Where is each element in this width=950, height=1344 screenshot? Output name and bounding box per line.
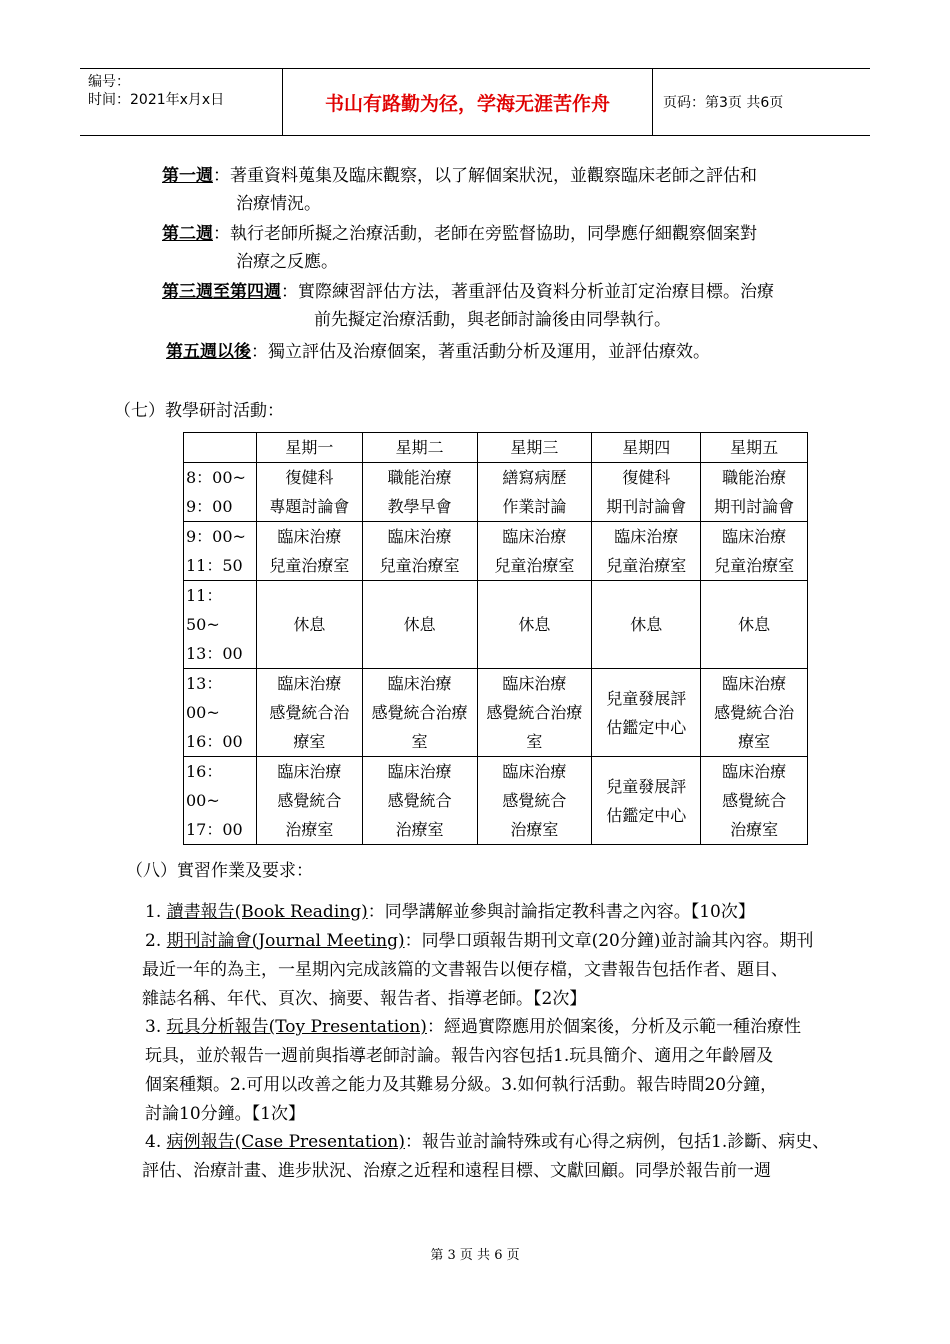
assignment-4 bbox=[142, 1128, 872, 1186]
schedule-cell-line: 兒童治療室 bbox=[606, 556, 687, 575]
time-label: 时间：2021年x月x日 bbox=[88, 92, 225, 108]
assignment-2-num: 2. bbox=[145, 931, 162, 951]
time-line: 9：00~ bbox=[186, 527, 246, 546]
assignment-1-num: 1. bbox=[145, 902, 162, 922]
time-line: 11：50 bbox=[186, 556, 243, 575]
schedule-cell bbox=[592, 757, 701, 845]
schedule-cell-line: 休息 bbox=[518, 615, 551, 634]
header-cell-wed: 星期三 bbox=[477, 433, 592, 463]
schedule-cell-line: 臨床治療 bbox=[502, 527, 567, 546]
schedule-cell-line: 臨床治療 bbox=[277, 762, 342, 781]
schedule-cell-line: 繕寫病歷 bbox=[502, 468, 567, 487]
schedule-cell-line: 臨床治療 bbox=[722, 527, 787, 546]
schedule-cell-line: 臨床治療 bbox=[387, 762, 452, 781]
time-cell bbox=[184, 581, 257, 669]
schedule-cell-line: 療室 bbox=[738, 732, 771, 751]
header-cell-tue: 星期二 bbox=[362, 433, 477, 463]
schedule-cell-line: 估鑑定中心 bbox=[606, 717, 687, 737]
schedule-cell-line: 治療室 bbox=[285, 820, 334, 839]
header-motto: 书山有路勤为径，学海无涯苦作舟 bbox=[283, 69, 653, 135]
schedule-cell bbox=[256, 522, 362, 581]
schedule-cell bbox=[477, 463, 592, 522]
schedule-cell bbox=[701, 669, 808, 757]
assignment-2-title: 期刊討論會(Journal Meeting) bbox=[166, 931, 405, 951]
assignment-4-num: 4. bbox=[145, 1132, 162, 1152]
week-2 bbox=[162, 220, 757, 248]
week-2-key: 第二週 bbox=[162, 224, 213, 244]
schedule-cell-line: 兒童發展評 bbox=[606, 688, 687, 708]
assignment-3-text1: ：經過實際應用於個案後，分析及示範一種治療性 bbox=[426, 1017, 801, 1037]
assignment-4-text2: 評估、治療計畫、進步狀況、治療之近程和遠程目標、文獻回顧。同學於報告前一週 bbox=[142, 1161, 771, 1181]
time-line: 13：00~ bbox=[186, 674, 223, 722]
schedule-cell bbox=[592, 463, 701, 522]
schedule-cell bbox=[362, 757, 477, 845]
section-7-title: （七）教學研討活動： bbox=[114, 401, 284, 421]
schedule-cell-line: 休息 bbox=[403, 615, 436, 634]
schedule-cell-line: 期刊討論會 bbox=[606, 497, 687, 516]
schedule-cell bbox=[256, 463, 362, 522]
schedule-cell-line: 感覺統合治療 bbox=[371, 703, 468, 722]
assignment-3-text2: 玩具，並於報告一週前與指導老師討論。報告內容包括1.玩具簡介、適用之年齡層及 bbox=[145, 1046, 774, 1066]
assignment-3-text3: 個案種類。2.可用以改善之能力及其難易分級。3.如何執行活動。報告時間20分鐘， bbox=[145, 1075, 778, 1095]
schedule-cell-line: 休息 bbox=[293, 615, 326, 634]
schedule-cell bbox=[256, 757, 362, 845]
week-5-line1: 獨立評估及治療個案，著重活動分析及運用，並評估療效。 bbox=[268, 342, 710, 362]
header-cell-fri: 星期五 bbox=[701, 433, 808, 463]
time-line: 9：00 bbox=[186, 497, 233, 516]
schedule-cell-line: 職能治療 bbox=[387, 468, 452, 487]
header-cell-thu: 星期四 bbox=[592, 433, 701, 463]
time-line: 16：00 bbox=[186, 732, 243, 751]
schedule-row bbox=[184, 581, 808, 669]
schedule-cell-line: 兒童治療室 bbox=[269, 556, 350, 575]
assignment-3 bbox=[145, 1013, 875, 1129]
week-1-line2: 治療情況。 bbox=[236, 194, 321, 214]
page-footer: 第 3 页 共 6 页 bbox=[430, 1248, 520, 1263]
schedule-cell bbox=[701, 522, 808, 581]
time-cell bbox=[184, 757, 257, 845]
assignment-1-title: 讀書報告(Book Reading) bbox=[166, 902, 368, 922]
assignment-1 bbox=[145, 898, 875, 927]
schedule-cell-line: 感覺統合 bbox=[387, 791, 452, 810]
schedule-cell-line: 專題討論會 bbox=[269, 497, 350, 516]
schedule-cell-line: 治療室 bbox=[730, 820, 779, 839]
schedule-cell bbox=[362, 522, 477, 581]
schedule-cell bbox=[477, 669, 592, 757]
week-1-line1: 著重資料蒐集及臨床觀察，以了解個案狀況，並觀察臨床老師之評估和 bbox=[230, 166, 757, 186]
week-2-line2: 治療之反應。 bbox=[236, 252, 338, 272]
schedule-cell-line: 復健科 bbox=[285, 468, 334, 487]
week-3-4-line1: 實際練習評估方法，著重評估及資料分析並訂定治療目標。治療 bbox=[298, 282, 774, 302]
week-3-4 bbox=[162, 278, 774, 306]
assignment-2-text2: 最近一年的為主，一星期內完成該篇的文書報告以便存檔，文書報告包括作者、題目、 bbox=[142, 960, 788, 980]
schedule-cell-line: 室 bbox=[411, 732, 428, 751]
assignment-4-title: 病例報告(Case Presentation) bbox=[166, 1132, 406, 1152]
time-line: 11：50~ bbox=[186, 586, 223, 634]
schedule-cell-line: 教學早會 bbox=[387, 497, 452, 516]
schedule-cell-line: 臨床治療 bbox=[387, 674, 452, 693]
time-line: 8：00~ bbox=[186, 468, 246, 487]
schedule-cell-line: 療室 bbox=[293, 732, 326, 751]
schedule-cell-line: 休息 bbox=[738, 615, 771, 634]
schedule-row bbox=[184, 522, 808, 581]
schedule-cell-line: 兒童發展評 bbox=[606, 776, 687, 796]
schedule-cell-line: 臨床治療 bbox=[277, 674, 342, 693]
assignment-2-text1: ：同學口頭報告期刊文章(20分鐘)並討論其內容。期刊 bbox=[404, 931, 814, 951]
week-2-sep: ： bbox=[213, 224, 230, 244]
week-3-4-line2: 前先擬定治療活動，與老師討論後由同學執行。 bbox=[314, 310, 671, 330]
assignment-4-text1: ：報告並討論特殊或有心得之病例，包括1.診斷、病史、 bbox=[405, 1132, 830, 1152]
schedule-cell-line: 治療室 bbox=[395, 820, 444, 839]
assignment-2-text3: 雜誌名稱、年代、頁次、摘要、報告者、指導老師。【2次】 bbox=[142, 989, 587, 1009]
time-cell bbox=[184, 463, 257, 522]
schedule-cell-line: 兒童治療室 bbox=[494, 556, 575, 575]
schedule-table bbox=[183, 432, 808, 845]
assignment-3-title: 玩具分析報告(Toy Presentation) bbox=[166, 1017, 427, 1037]
schedule-cell-line: 感覺統合 bbox=[277, 791, 342, 810]
schedule-cell-line: 感覺統合 bbox=[502, 791, 567, 810]
time-line: 13：00 bbox=[186, 644, 243, 663]
header-page-info: 页码：第3页 共6页 bbox=[663, 95, 784, 111]
schedule-row bbox=[184, 463, 808, 522]
schedule-cell-line: 復健科 bbox=[622, 468, 671, 487]
schedule-row bbox=[184, 757, 808, 845]
week-1-key: 第一週 bbox=[162, 166, 213, 186]
schedule-cell-line: 兒童治療室 bbox=[379, 556, 460, 575]
schedule-cell-line: 兒童治療室 bbox=[714, 556, 795, 575]
schedule-cell-line: 感覺統合治療 bbox=[486, 703, 583, 722]
assignment-1-text: ：同學講解並參與討論指定教科書之內容。【10次】 bbox=[367, 902, 755, 922]
schedule-cell-line: 臨床治療 bbox=[277, 527, 342, 546]
schedule-cell bbox=[477, 581, 592, 669]
time-line: 16：00~ bbox=[186, 762, 223, 810]
schedule-cell-line: 期刊討論會 bbox=[714, 497, 795, 516]
week-1 bbox=[162, 162, 757, 190]
schedule-cell-line: 休息 bbox=[630, 615, 663, 634]
schedule-cell-line: 臨床治療 bbox=[387, 527, 452, 546]
schedule-cell bbox=[592, 581, 701, 669]
time-cell bbox=[184, 522, 257, 581]
assignment-3-num: 3. bbox=[145, 1017, 162, 1037]
schedule-cell bbox=[256, 581, 362, 669]
section-8-title: （八）實習作業及要求： bbox=[126, 861, 313, 881]
schedule-cell-line: 估鑑定中心 bbox=[606, 805, 687, 825]
schedule-cell bbox=[701, 463, 808, 522]
schedule-cell bbox=[477, 522, 592, 581]
assignment-2 bbox=[142, 927, 872, 1014]
schedule-cell bbox=[701, 757, 808, 845]
schedule-cell-line: 感覺統合 bbox=[722, 791, 787, 810]
week-3-4-key: 第三週至第四週 bbox=[162, 282, 281, 302]
schedule-cell bbox=[592, 669, 701, 757]
week-3-4-sep: ： bbox=[281, 282, 298, 302]
schedule-header-row bbox=[184, 433, 808, 463]
schedule-cell-line: 室 bbox=[526, 732, 543, 751]
schedule-cell-line: 作業討論 bbox=[502, 497, 567, 516]
week-2-line1: 執行老師所擬之治療活動，老師在旁監督協助，同學應仔細觀察個案對 bbox=[230, 224, 757, 244]
header-meta bbox=[80, 69, 283, 135]
schedule-cell bbox=[477, 757, 592, 845]
week-5 bbox=[166, 338, 710, 366]
page-header bbox=[80, 68, 870, 136]
schedule-cell-line: 臨床治療 bbox=[502, 762, 567, 781]
schedule-cell bbox=[701, 581, 808, 669]
schedule-cell-line: 治療室 bbox=[510, 820, 559, 839]
schedule-cell-line: 職能治療 bbox=[722, 468, 787, 487]
schedule-cell bbox=[362, 669, 477, 757]
week-5-key: 第五週以後 bbox=[166, 342, 251, 362]
schedule-cell-line: 臨床治療 bbox=[614, 527, 679, 546]
header-cell-blank bbox=[184, 433, 257, 463]
schedule-cell-line: 臨床治療 bbox=[502, 674, 567, 693]
schedule-cell bbox=[592, 522, 701, 581]
time-line: 17：00 bbox=[186, 820, 243, 839]
schedule-cell bbox=[362, 581, 477, 669]
schedule-cell-line: 臨床治療 bbox=[722, 762, 787, 781]
schedule-cell-line: 感覺統合治 bbox=[269, 703, 350, 722]
schedule-cell bbox=[362, 463, 477, 522]
schedule-cell bbox=[256, 669, 362, 757]
schedule-cell-line: 感覺統合治 bbox=[714, 703, 795, 722]
week-5-sep: ： bbox=[251, 342, 268, 362]
number-label: 编号： bbox=[88, 74, 130, 90]
assignment-3-text4: 討論10分鐘。【1次】 bbox=[145, 1104, 305, 1124]
schedule-cell-line: 臨床治療 bbox=[722, 674, 787, 693]
header-cell-mon: 星期一 bbox=[256, 433, 362, 463]
schedule-row bbox=[184, 669, 808, 757]
week-1-sep: ： bbox=[213, 166, 230, 186]
time-cell bbox=[184, 669, 257, 757]
